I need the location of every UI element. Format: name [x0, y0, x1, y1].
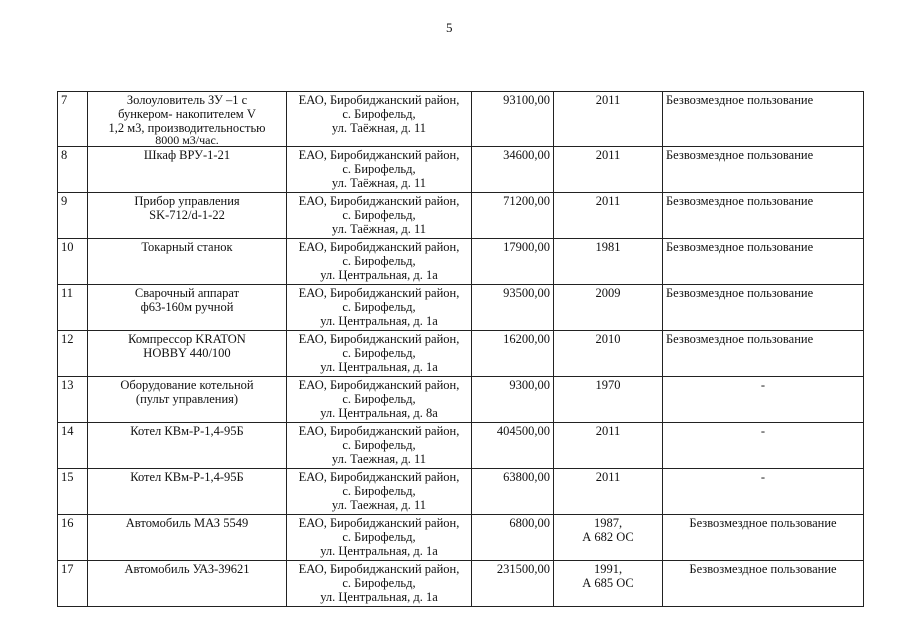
year-line: А 685 ОС [582, 576, 634, 590]
item-name-line: HOBBY 440/100 [143, 346, 231, 360]
row-number-cell: 15 [58, 469, 88, 515]
item-name-line: Золоуловитель ЗУ –1 с [126, 93, 248, 107]
row-number-cell: 8 [58, 147, 88, 193]
table-row [58, 469, 864, 515]
item-name-cell [88, 285, 287, 331]
address-line: с. Бирофельд, [342, 576, 416, 590]
address-line: ЕАО, Биробиджанский район, [298, 562, 460, 576]
row-number-cell: 14 [58, 423, 88, 469]
year-cell [554, 377, 663, 423]
item-name-cell [88, 92, 287, 147]
address-line: ЕАО, Биробиджанский район, [298, 286, 460, 300]
year-line: 2011 [595, 470, 621, 484]
item-name-line: Оборудование котельной [120, 378, 254, 392]
usage-cell: Безвозмездное пользование [663, 193, 864, 239]
year-cell [554, 239, 663, 285]
table-row [58, 285, 864, 331]
item-name-cell [88, 193, 287, 239]
item-name-line: 8000 м3/час. [155, 133, 219, 147]
year-cell [554, 193, 663, 239]
item-name-line: ф63-160м ручной [140, 300, 234, 314]
property-table [57, 91, 864, 607]
cost-cell: 34600,00 [472, 147, 554, 193]
cost-cell: 16200,00 [472, 331, 554, 377]
address-cell [287, 193, 472, 239]
item-name-line: Токарный станок [141, 240, 233, 254]
row-number-cell: 12 [58, 331, 88, 377]
row-number-cell: 10 [58, 239, 88, 285]
year-line: 2009 [595, 286, 621, 300]
year-cell [554, 92, 663, 147]
address-line: ЕАО, Биробиджанский район, [298, 424, 460, 438]
year-line: А 682 ОС [582, 530, 634, 544]
row-number-cell: 16 [58, 515, 88, 561]
table-row [58, 377, 864, 423]
item-name-cell [88, 423, 287, 469]
address-line: ул. Таёжная, д. 11 [331, 121, 427, 135]
row-number-cell: 13 [58, 377, 88, 423]
address-cell [287, 515, 472, 561]
address-cell [287, 423, 472, 469]
address-line: ул. Таёжная, д. 11 [331, 176, 427, 190]
item-name-line: Компрессор KRATON [128, 332, 246, 346]
item-name-line: Автомобиль МАЗ 5549 [125, 516, 249, 530]
item-name-line: бункером- накопителем V [118, 107, 256, 121]
address-line: ул. Центральная, д. 1а [320, 314, 438, 328]
item-name-cell [88, 331, 287, 377]
usage-cell: Безвозмездное пользование [663, 331, 864, 377]
usage-cell: Безвозмездное пользование [663, 561, 864, 607]
table-row [58, 193, 864, 239]
row-number-cell: 9 [58, 193, 88, 239]
item-name-cell [88, 377, 287, 423]
address-line: ул. Центральная, д. 8а [320, 406, 438, 420]
address-line: ул. Центральная, д. 1а [320, 360, 438, 374]
address-cell [287, 469, 472, 515]
address-line: ЕАО, Биробиджанский район, [298, 332, 460, 346]
address-line: ЕАО, Биробиджанский район, [298, 240, 460, 254]
address-line: ЕАО, Биробиджанский район, [298, 378, 460, 392]
item-name-line: Сварочный аппарат [134, 286, 240, 300]
year-cell [554, 515, 663, 561]
item-name-line: Котел КВм-Р-1,4-95Б [130, 470, 244, 484]
address-line: с. Бирофельд, [342, 254, 416, 268]
address-line: с. Бирофельд, [342, 346, 416, 360]
address-cell [287, 331, 472, 377]
year-line: 1981 [595, 240, 621, 254]
year-cell [554, 561, 663, 607]
cost-cell: 63800,00 [472, 469, 554, 515]
cost-cell: 71200,00 [472, 193, 554, 239]
address-cell [287, 285, 472, 331]
cost-cell: 6800,00 [472, 515, 554, 561]
item-name-line: Автомобиль УАЗ-39621 [124, 562, 250, 576]
year-line: 2010 [595, 332, 621, 346]
usage-cell: - [663, 469, 864, 515]
year-cell [554, 285, 663, 331]
item-name-cell [88, 561, 287, 607]
cost-cell: 9300,00 [472, 377, 554, 423]
page-number: 5 [446, 20, 453, 35]
table-row [58, 239, 864, 285]
table-row [58, 561, 864, 607]
address-line: ул. Центральная, д. 1а [320, 268, 438, 282]
year-cell [554, 469, 663, 515]
cost-cell: 231500,00 [472, 561, 554, 607]
address-line: ЕАО, Биробиджанский район, [298, 194, 460, 208]
address-cell [287, 92, 472, 147]
address-line: с. Бирофельд, [342, 438, 416, 452]
year-cell [554, 147, 663, 193]
year-line: 2011 [595, 93, 621, 107]
table-row [58, 423, 864, 469]
address-cell [287, 147, 472, 193]
address-line: с. Бирофельд, [342, 300, 416, 314]
usage-cell: Безвозмездное пользование [663, 239, 864, 285]
usage-cell: - [663, 423, 864, 469]
year-line: 2011 [595, 148, 621, 162]
address-line: с. Бирофельд, [342, 107, 416, 121]
address-line: с. Бирофельд, [342, 484, 416, 498]
year-line: 2011 [595, 194, 621, 208]
table-row [58, 92, 864, 147]
item-name-cell [88, 469, 287, 515]
row-number-cell: 17 [58, 561, 88, 607]
address-cell [287, 377, 472, 423]
usage-cell: Безвозмездное пользование [663, 285, 864, 331]
table-body [58, 92, 864, 607]
item-name-line: (пульт управления) [135, 392, 239, 406]
row-number-cell: 7 [58, 92, 88, 147]
cost-cell: 404500,00 [472, 423, 554, 469]
address-line: ЕАО, Биробиджанский район, [298, 93, 460, 107]
address-line: с. Бирофельд, [342, 208, 416, 222]
item-name-line: Шкаф ВРУ-1-21 [143, 148, 231, 162]
address-line: ЕАО, Биробиджанский район, [298, 470, 460, 484]
item-name-cell [88, 147, 287, 193]
year-line: 2011 [595, 424, 621, 438]
cost-cell: 17900,00 [472, 239, 554, 285]
year-cell [554, 331, 663, 377]
address-line: ул. Центральная, д. 1а [320, 544, 438, 558]
item-name-cell [88, 239, 287, 285]
address-line: с. Бирофельд, [342, 162, 416, 176]
usage-cell: Безвозмездное пользование [663, 515, 864, 561]
address-line: ул. Таёжная, д. 11 [331, 222, 427, 236]
year-cell [554, 423, 663, 469]
address-line: с. Бирофельд, [342, 530, 416, 544]
item-name-line: Прибор управления [134, 194, 240, 208]
address-line: ул. Таежная, д. 11 [331, 452, 427, 466]
item-name-cell [88, 515, 287, 561]
address-line: с. Бирофельд, [342, 392, 416, 406]
item-name-line: SK-712/d-1-22 [149, 208, 225, 222]
usage-cell: Безвозмездное пользование [663, 92, 864, 147]
table-row [58, 331, 864, 377]
address-line: ЕАО, Биробиджанский район, [298, 516, 460, 530]
year-line: 1970 [595, 378, 621, 392]
year-line: 1991, [593, 562, 623, 576]
address-cell [287, 561, 472, 607]
item-name-line: 1,2 м3, производительностью [108, 121, 266, 135]
cost-cell: 93500,00 [472, 285, 554, 331]
address-cell [287, 239, 472, 285]
year-line: 1987, [593, 516, 623, 530]
table-row [58, 515, 864, 561]
item-name-line: Котел КВм-Р-1,4-95Б [130, 424, 244, 438]
cost-cell: 93100,00 [472, 92, 554, 147]
address-line: ЕАО, Биробиджанский район, [298, 148, 460, 162]
address-line: ул. Таежная, д. 11 [331, 498, 427, 512]
usage-cell: - [663, 377, 864, 423]
address-line: ул. Центральная, д. 1а [320, 590, 438, 604]
row-number-cell: 11 [58, 285, 88, 331]
usage-cell: Безвозмездное пользование [663, 147, 864, 193]
table-row [58, 147, 864, 193]
